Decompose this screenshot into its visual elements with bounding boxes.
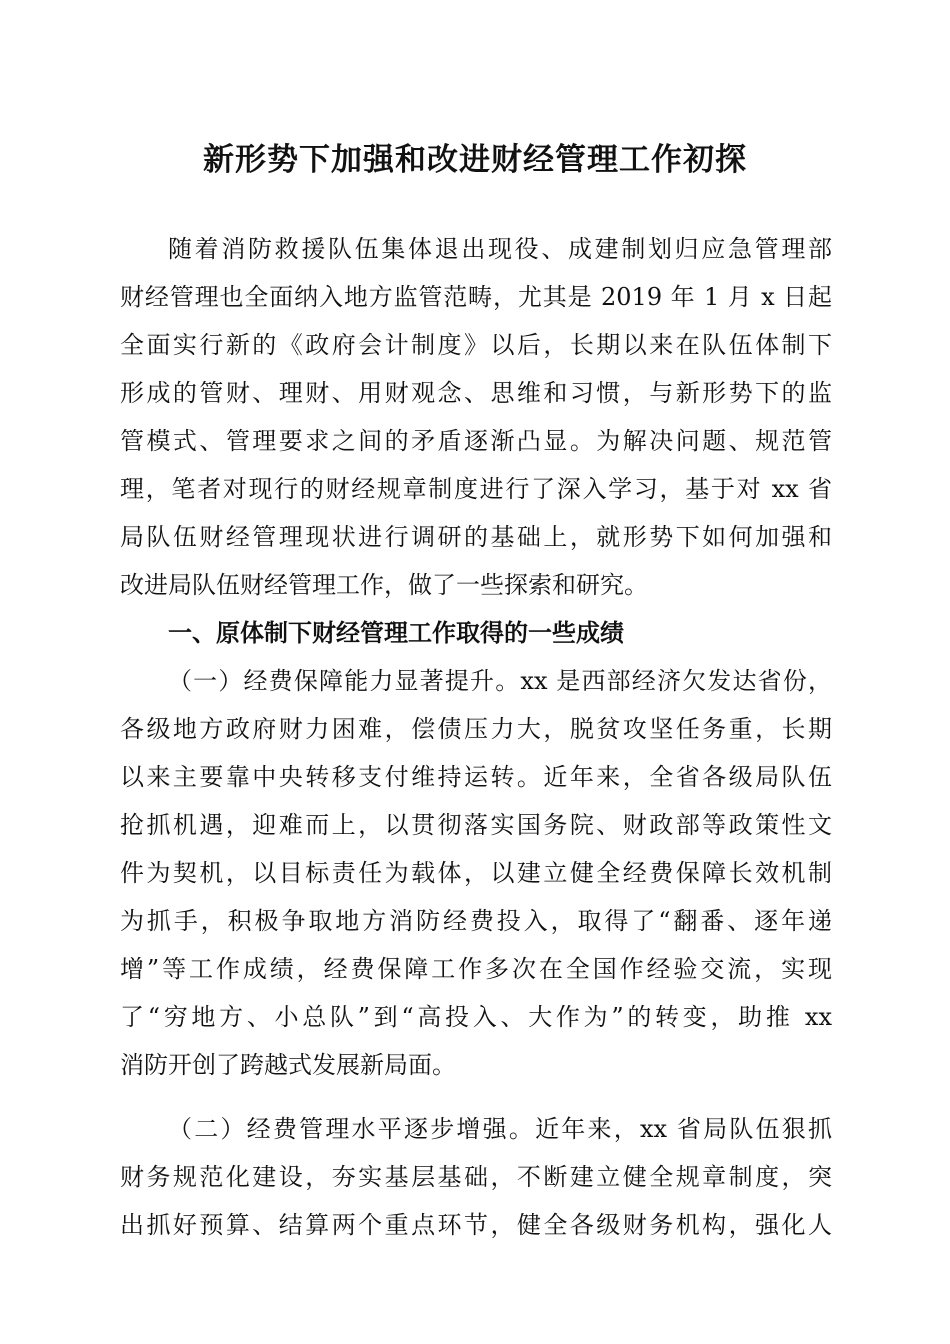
paragraph-line: 全面实行新的《政府会计制度》以后，长期以来在队伍体制下 [120, 331, 832, 359]
paragraph-line: 改进局队伍财经管理工作，做了一些探索和研究。 [120, 571, 648, 599]
paragraph-line: 管模式、管理要求之间的矛盾逐渐凸显。为解决问题、规范管 [120, 427, 832, 455]
paragraph-line: 抢抓机遇，迎难而上，以贯彻落实国务院、财政部等政策性文 [120, 811, 832, 839]
paragraph-line: 财务规范化建设，夯实基层基础，不断建立健全规章制度，突 [120, 1163, 832, 1191]
paragraph-line: 了“穷地方、小总队”到“高投入、大作为”的转变，助推 xx [120, 1003, 832, 1031]
paragraph-line: 件为契机，以目标责任为载体，以建立健全经费保障长效机制 [120, 859, 832, 887]
paragraph-line: 消防开创了跨越式发展新局面。 [120, 1051, 456, 1079]
paragraph-line: 局队伍财经管理现状进行调研的基础上，就形势下如何加强和 [120, 523, 832, 551]
paragraph-line: 形成的管财、理财、用财观念、思维和习惯，与新形势下的监 [120, 379, 832, 407]
paragraph-line: 以来主要靠中央转移支付维持运转。近年来，全省各级局队伍 [120, 763, 832, 791]
section-heading: 一、原体制下财经管理工作取得的一些成绩 [168, 619, 624, 647]
paragraph-line: 出抓好预算、结算两个重点环节，健全各级财务机构，强化人 [120, 1211, 832, 1239]
document-title: 新形势下加强和改进财经管理工作初探 [203, 142, 747, 178]
paragraph-line: 增”等工作成绩，经费保障工作多次在全国作经验交流，实现 [120, 955, 832, 983]
paragraph-line: 随着消防救援队伍集体退出现役、成建制划归应急管理部 [168, 235, 832, 263]
paragraph-line: 为抓手，积极争取地方消防经费投入，取得了“翻番、逐年递 [120, 907, 832, 935]
paragraph-line: （二）经费管理水平逐步增强。近年来，xx 省局队伍狠抓 [168, 1115, 832, 1143]
paragraph-line: 各级地方政府财力困难，偿债压力大，脱贫攻坚任务重，长期 [120, 715, 832, 743]
paragraph-line: 理，笔者对现行的财经规章制度进行了深入学习，基于对 xx 省 [120, 475, 832, 503]
paragraph-line: （一）经费保障能力显著提升。xx 是西部经济欠发达省份， [168, 667, 832, 695]
paragraph-line: 财经管理也全面纳入地方监管范畴，尤其是 2019 年 1 月 x 日起 [120, 283, 832, 311]
